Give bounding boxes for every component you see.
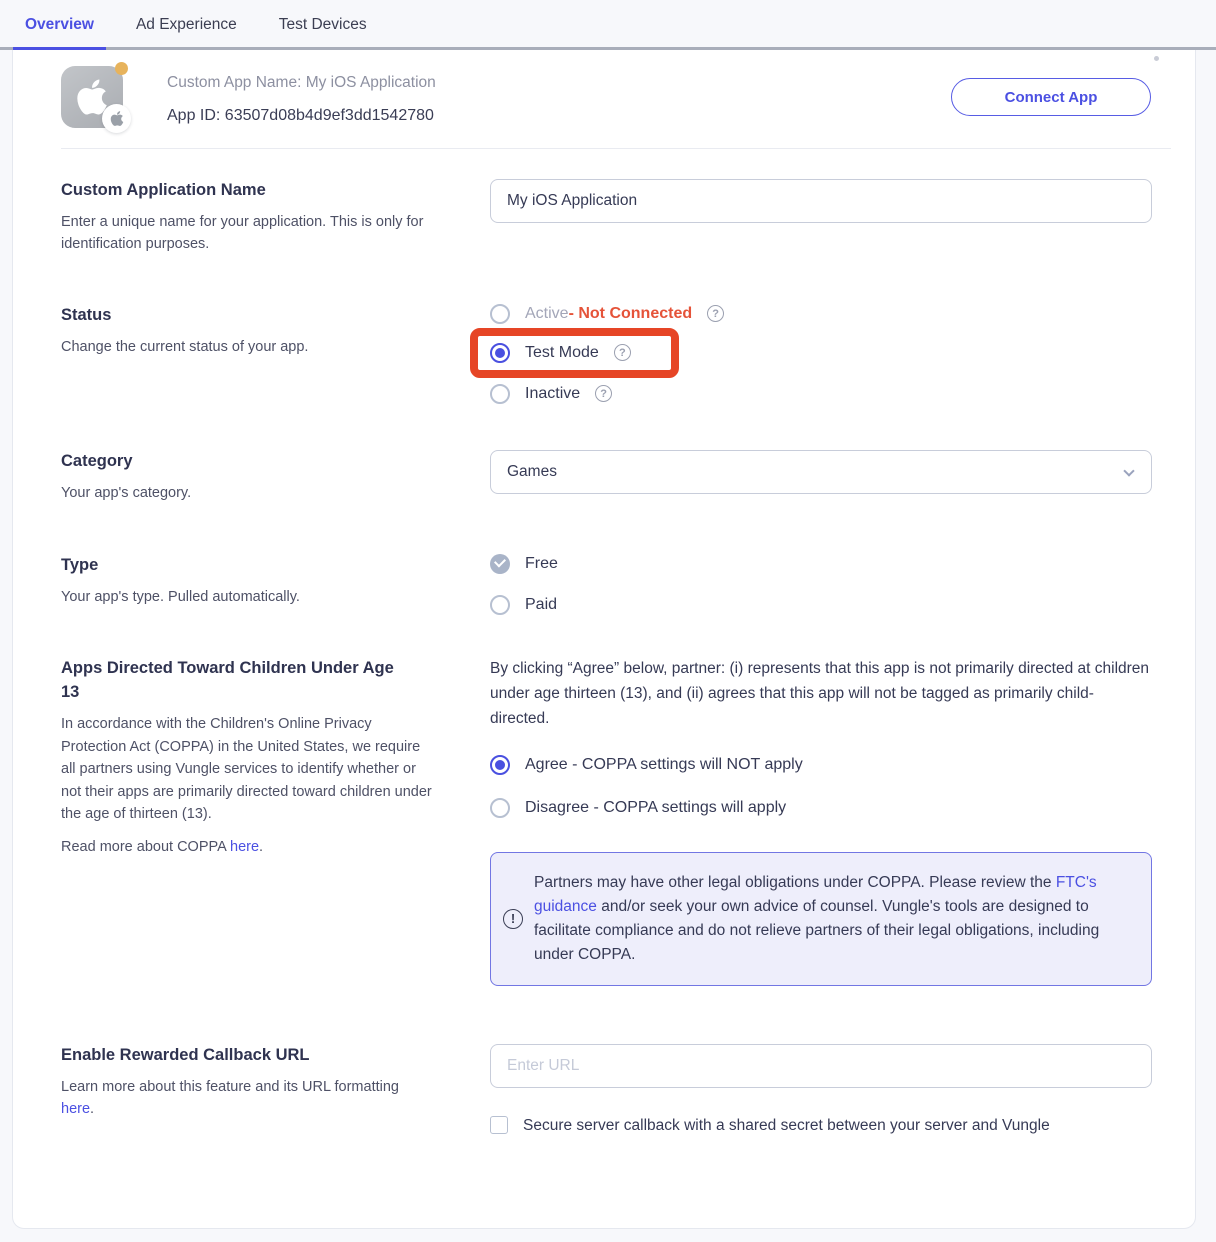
custom-name-input[interactable] [490, 179, 1152, 223]
app-header [13, 50, 1195, 148]
radio-test-mode[interactable] [490, 343, 510, 363]
type-description: Your app's type. Pulled automatically. [61, 589, 300, 606]
custom-name-description: Enter a unique name for your application. This is only for identification purposes. [61, 213, 424, 253]
coppa-agree-label: Agree - COPPA settings will NOT apply [525, 755, 803, 773]
settings-form [13, 149, 1195, 1139]
coppa-notice-suffix: and/or seek your own advice of counsel. Vungle's tools are designed to facilitate compliance and do not relieve partners of their legal obligations, including under COPPA. [534, 897, 1100, 963]
connect-app-button[interactable]: Connect App [951, 78, 1151, 116]
status-test-mode-label: Test Mode [525, 343, 599, 361]
callback-label: Enable Rewarded Callback URL [61, 1045, 310, 1064]
coppa-read-more-text: Read more about COPPA [61, 839, 230, 856]
type-label: Type [61, 556, 99, 575]
ftc-guidance-link[interactable]: FTC's guidance [534, 873, 1097, 915]
callback-desc-period: . [90, 1101, 95, 1118]
callback-row [61, 1044, 1152, 1139]
coppa-option-agree[interactable] [490, 755, 1152, 775]
tab-bar [0, 0, 1216, 50]
app-settings-card [12, 50, 1196, 1229]
tab-overview[interactable]: Overview [13, 14, 106, 47]
ios-platform-badge [102, 104, 131, 133]
coppa-description: In accordance with the Children's Online Privacy Protection Act (COPPA) in the United States, we require all partners using Vungle services to identify whether or not their apps are primarily directed toward children under the age of thirteen (13). [61, 716, 432, 822]
status-description: Change the current status of your app. [61, 338, 309, 355]
corner-dot [1154, 56, 1159, 61]
status-option-active[interactable] [490, 304, 1152, 324]
app-icon [61, 66, 123, 128]
type-row [61, 554, 1152, 615]
category-row [61, 450, 1152, 504]
secure-callback-option[interactable] [490, 1114, 1152, 1139]
radio-agree[interactable] [490, 755, 510, 775]
type-option-free [490, 554, 1152, 574]
secure-callback-checkbox[interactable] [490, 1116, 508, 1134]
radio-disagree[interactable] [490, 798, 510, 818]
tab-test-devices[interactable]: Test Devices [278, 16, 367, 33]
help-icon[interactable]: ? [614, 344, 631, 361]
annotation-highlight-box [470, 328, 679, 378]
status-inactive-label: Inactive [525, 384, 581, 402]
custom-app-name: Custom App Name: My iOS Application [167, 73, 436, 91]
callback-here-link[interactable]: here [61, 1101, 91, 1118]
type-free-label: Free [525, 555, 558, 573]
status-label: Status [61, 305, 112, 324]
type-paid-label: Paid [525, 596, 558, 614]
alert-icon: ! [503, 909, 523, 929]
type-option-paid[interactable] [490, 595, 1152, 615]
help-icon[interactable]: ? [595, 385, 612, 402]
app-id: App ID: 63507d08b4d9ef3dd1542780 [167, 106, 434, 124]
callback-desc-text: Learn more about this feature and its URL formatting [61, 1078, 399, 1095]
coppa-notice-text [534, 871, 1129, 967]
category-select[interactable] [490, 450, 1152, 494]
radio-inactive[interactable] [490, 384, 510, 404]
category-description: Your app's category. [61, 484, 192, 501]
radio-free-checked [490, 554, 510, 574]
secure-callback-label: Secure server callback with a shared secret between your server and Vungle [523, 1116, 1050, 1134]
radio-paid[interactable] [490, 595, 510, 615]
coppa-agreement-paragraph: By clicking “Agree” below, partner: (i) represents that this app is not primarily directed at children under age thirteen (13), and (ii) agrees that this app will not be tagged as primarily child-directed. [490, 660, 1150, 727]
coppa-disagree-label: Disagree - COPPA settings will apply [525, 798, 787, 816]
apple-badge-icon [110, 110, 124, 127]
radio-active[interactable] [490, 304, 510, 324]
app-status-dot [115, 62, 128, 75]
custom-name-label: Custom Application Name [61, 181, 266, 199]
callback-description [61, 1076, 434, 1121]
callback-url-input[interactable] [490, 1044, 1152, 1088]
coppa-label: Apps Directed Toward Children Under Age 13 [61, 659, 394, 702]
coppa-option-disagree[interactable] [490, 798, 1152, 818]
status-option-test-mode[interactable] [490, 343, 631, 363]
category-label: Category [61, 451, 133, 470]
chevron-down-icon [1123, 465, 1134, 476]
tab-ad-experience[interactable]: Ad Experience [135, 16, 237, 33]
help-icon[interactable]: ? [707, 305, 724, 322]
coppa-notice-prefix: Partners may have other legal obligations under COPPA. Please review the [534, 873, 1056, 891]
status-row [61, 304, 1152, 404]
coppa-notice-box [490, 852, 1152, 986]
coppa-read-more-period: . [259, 839, 264, 856]
status-active-label: Active [525, 304, 569, 322]
status-option-inactive[interactable] [490, 384, 1152, 404]
coppa-read-more [61, 839, 434, 855]
app-header-text [167, 70, 436, 125]
coppa-here-link[interactable]: here [230, 839, 260, 856]
coppa-row [61, 657, 1152, 985]
status-not-connected-label: - Not Connected [568, 304, 693, 322]
custom-name-row [61, 179, 1152, 256]
category-selected-value: Games [507, 462, 557, 480]
